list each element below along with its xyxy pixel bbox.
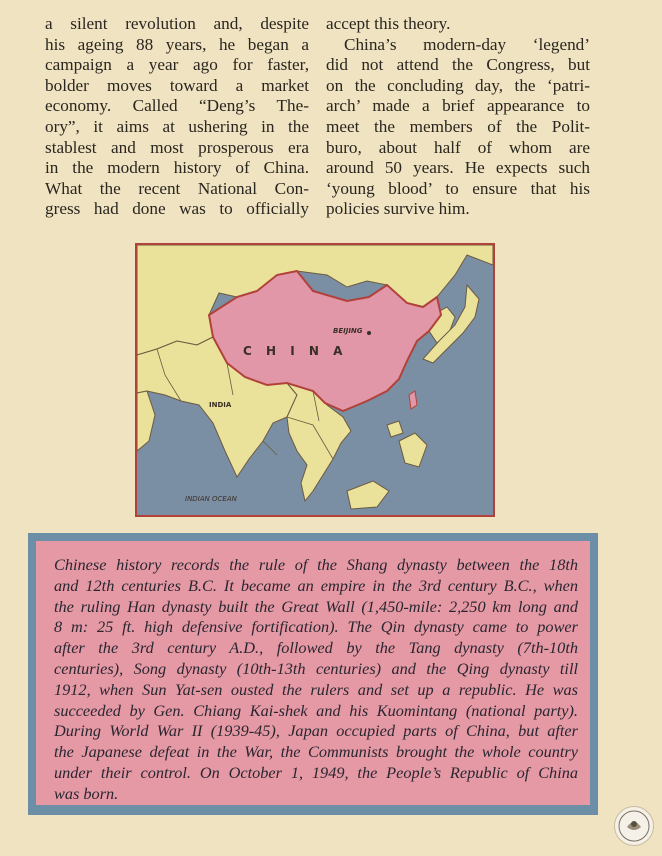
- text-line: campaign a year ago for faster,: [45, 55, 309, 75]
- history-line: the Japanese defeat in the War, the Communists brought the whole country: [54, 742, 578, 762]
- history-line: 8 m: 25 ft. high defensive fortification). The Qin dynasty came to power: [54, 617, 578, 637]
- text-line: ‘young blood’ to ensure that his: [326, 178, 590, 198]
- text-line: around 50 years. He expects such: [326, 158, 590, 178]
- china-map: [135, 243, 495, 517]
- text-line: buro, about half of whom are: [326, 137, 590, 157]
- history-line: succeeded by Gen. Chiang Kai-shek and his Kuomintang (national party).: [54, 700, 578, 720]
- text-line: What the recent National Con-: [45, 178, 309, 198]
- circular-stamp-logo-icon: [614, 806, 654, 846]
- text-line: a silent revolution and, despite: [45, 14, 309, 33]
- history-line: the ruling Han dynasty built the Great Wall (1,450-mile: 2,250 km long and: [54, 596, 578, 616]
- history-line: During World War II (1939-45), Japan occupied parts of China, but after: [54, 721, 578, 741]
- text-line: in the modern history of China.: [45, 158, 309, 178]
- right-paragraph-2: [326, 35, 590, 220]
- text-line: ory”, it aims at ushering in the: [45, 116, 309, 136]
- history-line: and 12th centuries B.C. It became an empire in the 3rd century B.C., when: [54, 575, 578, 595]
- article-left-column: [45, 14, 309, 220]
- text-line: accept this theory.: [326, 14, 451, 33]
- map-graphic: [137, 245, 493, 515]
- article-right-column: [326, 14, 590, 220]
- text-line: his ageing 88 years, he began a: [45, 34, 309, 54]
- stamp-graphic: [615, 807, 653, 845]
- beijing-marker: [367, 331, 371, 335]
- taiwan: [409, 391, 417, 409]
- history-text: [36, 541, 590, 805]
- history-line: after the 3rd century A.D., followed by the Tang dynasty (7th-10th: [54, 638, 578, 658]
- right-paragraph-1: [326, 14, 590, 35]
- history-sidebar-box: [28, 533, 598, 815]
- history-line: was born.: [54, 783, 119, 803]
- text-line: stablest and most prosperous era: [45, 137, 309, 157]
- beijing-label: BEIJING: [333, 327, 363, 335]
- history-line: Chinese history records the rule of the Shang dynasty between the 18th: [54, 555, 578, 574]
- left-paragraph: [45, 14, 309, 220]
- indian-ocean-label: INDIAN OCEAN: [185, 495, 237, 503]
- text-line: arch’ made a brief appearance to: [326, 96, 590, 116]
- china-label: C H I N A: [243, 344, 348, 358]
- text-line: bolder moves toward a market: [45, 75, 309, 95]
- history-line: under their control. On October 1, 1949, the People’s Republic of China: [54, 762, 578, 782]
- india-label: INDIA: [209, 401, 232, 409]
- history-line: 1912, when Sun Yat-sen ousted the rulers and set up a republic. He was: [54, 679, 578, 699]
- history-line: centuries), Song dynasty (10th-13th centuries) and the Qing dynasty till: [54, 658, 578, 678]
- text-line: gress had done was to officially: [45, 199, 309, 219]
- text-line: meet the members of the Polit-: [326, 116, 590, 136]
- text-line: economy. Called “Deng’s The-: [45, 96, 309, 116]
- text-line: policies survive him.: [326, 199, 470, 219]
- text-line: on the concluding day, the ‘patri-: [326, 75, 590, 95]
- text-line: did not attend the Congress, but: [326, 55, 590, 75]
- text-line: China’s modern-day ‘legend’: [344, 34, 590, 54]
